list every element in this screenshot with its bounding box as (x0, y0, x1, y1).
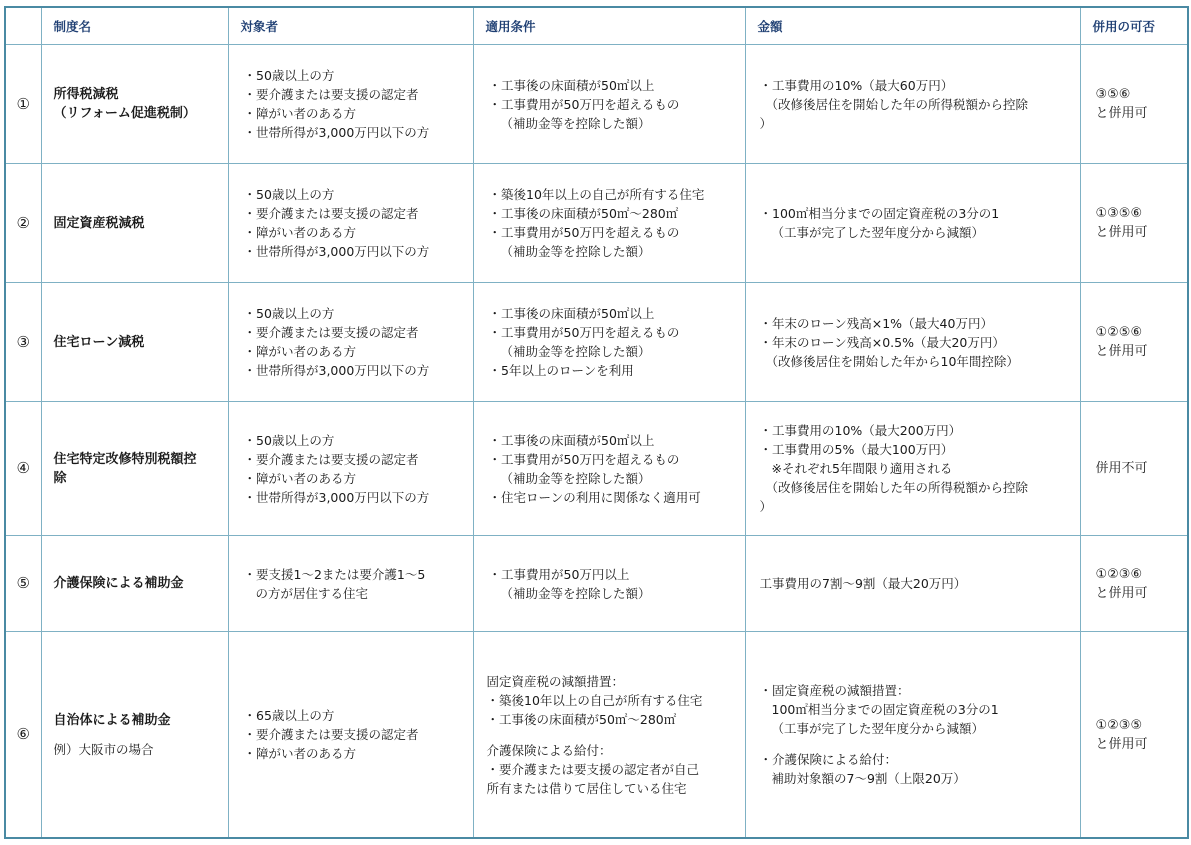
name-line: 住宅特定改修特別税額控 (53, 451, 197, 467)
target-line: ・障がい者のある方 (243, 746, 357, 761)
combination-line: と併用可 (1095, 585, 1148, 601)
row-number: ③ (5, 283, 41, 402)
target-line: ・障がい者のある方 (243, 344, 357, 359)
amount-line: （改修後居住を開始した年から10年間控除） (765, 353, 1019, 369)
target-cell (228, 45, 473, 164)
target-line: ・65歳以上の方 (243, 708, 335, 723)
condition-line: ・要介護または要支援の認定者が自己 (486, 761, 700, 777)
condition-line: （補助金等を控除した額） (500, 115, 651, 131)
header-name: 制度名 (41, 7, 228, 45)
program-name (41, 164, 228, 283)
target-line: ・50歳以上の方 (243, 187, 335, 202)
conditions-cell (473, 632, 745, 839)
amount-line: 工事費用の7割〜9割（最大20万円） (759, 576, 967, 591)
name-line: 自治体による補助金 (53, 712, 171, 728)
target-line: ・要介護または要支援の認定者 (243, 325, 419, 340)
combination-cell (1080, 536, 1188, 632)
program-name (41, 536, 228, 632)
target-line: ・50歳以上の方 (243, 306, 335, 321)
name-line: 住宅ローン減税 (53, 334, 145, 350)
combination-line: ③⑤⑥ (1095, 87, 1131, 102)
amount-line: ・工事費用の5%（最大100万円） (759, 442, 954, 457)
target-line: ・障がい者のある方 (243, 225, 357, 240)
amount-line: ・100㎡相当分までの固定資産税の3分の1 (759, 206, 1000, 221)
amount-line: ・年末のローン残高×1%（最大40万円） (759, 315, 993, 331)
combination-line: と併用可 (1095, 106, 1148, 121)
subsidy-comparison-table (4, 6, 1189, 839)
header-row (5, 7, 1188, 45)
condition-line: ・工事後の床面積が50㎡〜280㎡ (486, 711, 677, 727)
row-number: ⑤ (5, 536, 41, 632)
table-row (5, 164, 1188, 283)
condition-line: ・工事後の床面積が50㎡以上 (488, 77, 655, 93)
combination-cell (1080, 164, 1188, 283)
amount-line: ） (759, 499, 773, 514)
amount-cell (745, 536, 1080, 632)
target-cell (228, 632, 473, 839)
combination-line: 併用不可 (1095, 461, 1148, 476)
target-line: ・要支援1〜2または要介護1〜5 (243, 566, 426, 582)
header-target: 対象者 (228, 7, 473, 45)
row-number: ④ (5, 402, 41, 536)
program-name (41, 402, 228, 536)
table-row (5, 536, 1188, 632)
table-row (5, 45, 1188, 164)
row-number: ① (5, 45, 41, 164)
program-name (41, 283, 228, 402)
conditions-cell (473, 402, 745, 536)
combination-line: と併用可 (1095, 736, 1148, 752)
condition-line: （補助金等を控除した額） (500, 344, 651, 359)
amount-cell (745, 402, 1080, 536)
target-line: の方が居住する住宅 (255, 585, 369, 601)
target-cell (228, 164, 473, 283)
row-number: ⑥ (5, 632, 41, 839)
header-conditions: 適用条件 (473, 7, 745, 45)
amount-line: ・介護保険による給付： (759, 752, 898, 767)
spacer (760, 738, 1074, 750)
amount-line: 100㎡相当分までの固定資産税の3分の1 (771, 702, 999, 717)
combination-line: ①②③⑤ (1095, 717, 1143, 733)
target-line: ・障がい者のある方 (243, 470, 357, 486)
combination-line: ①②③⑥ (1095, 566, 1143, 582)
condition-line: 固定資産税の減額措置： (486, 673, 625, 689)
condition-line: ・工事費用が50万円を超えるもの (488, 96, 680, 112)
condition-line: ・築後10年以上の自己が所有する住宅 (488, 187, 705, 202)
spacer (487, 729, 739, 741)
target-line: ・要介護または要支援の認定者 (243, 87, 419, 102)
amount-line: （工事が完了した翌年度分から減額） (771, 721, 985, 736)
condition-line: ・工事費用が50万円以上 (488, 566, 630, 582)
target-line: ・世帯所得が3,000万円以下の方 (243, 125, 430, 140)
condition-line: ・築後10年以上の自己が所有する住宅 (486, 692, 703, 708)
combination-cell (1080, 632, 1188, 839)
amount-line: ・工事費用の10%（最大60万円） (759, 77, 954, 93)
row-number: ② (5, 164, 41, 283)
condition-line: （補助金等を控除した額） (500, 470, 651, 486)
target-line: ・要介護または要支援の認定者 (243, 206, 419, 221)
table-row (5, 632, 1188, 839)
condition-line: ・工事後の床面積が50㎡以上 (488, 306, 655, 321)
name-line: 介護保険による補助金 (53, 576, 184, 591)
combination-line: と併用可 (1095, 225, 1148, 240)
amount-line: ※それぞれ5年間限り適用される (771, 461, 953, 476)
combination-line: ①②⑤⑥ (1095, 325, 1143, 340)
header-num (5, 7, 41, 45)
amount-line: （改修後居住を開始した年の所得税額から控除 (765, 96, 1029, 112)
amount-cell (745, 283, 1080, 402)
conditions-cell (473, 536, 745, 632)
condition-line: ・5年以上のローンを利用 (488, 363, 634, 378)
condition-line: ・工事費用が50万円を超えるもの (488, 225, 680, 240)
condition-line: （補助金等を控除した額） (500, 244, 651, 259)
amount-line: （工事が完了した翌年度分から減額） (771, 225, 985, 240)
program-name (41, 45, 228, 164)
condition-line: ・工事費用が50万円を超えるもの (488, 451, 680, 467)
amount-cell (745, 45, 1080, 164)
condition-line: ・住宅ローンの利用に関係なく適用可 (488, 489, 701, 505)
amount-line: （改修後居住を開始した年の所得税額から控除 (765, 480, 1029, 495)
amount-line: ・年末のローン残高×0.5%（最大20万円） (759, 334, 1005, 350)
target-line: ・世帯所得が3,000万円以下の方 (243, 363, 430, 378)
target-cell (228, 283, 473, 402)
amount-line: 補助対象額の7〜9割（上限20万） (771, 771, 966, 786)
combination-cell (1080, 45, 1188, 164)
conditions-cell (473, 283, 745, 402)
combination-line: ①③⑤⑥ (1095, 206, 1143, 221)
name-subtitle: 例）大阪市の場合 (53, 741, 154, 757)
header-combination: 併用の可否 (1080, 7, 1188, 45)
target-line: ・要介護または要支援の認定者 (243, 727, 419, 742)
condition-line: 所有または借りて居住している住宅 (486, 780, 687, 796)
amount-line: ・工事費用の10%（最大200万円） (759, 423, 962, 438)
conditions-cell (473, 45, 745, 164)
condition-line: 介護保険による給付： (486, 742, 612, 758)
name-line: 除 (53, 470, 67, 486)
target-line: ・50歳以上の方 (243, 68, 335, 83)
table-row (5, 402, 1188, 536)
condition-line: ・工事後の床面積が50㎡〜280㎡ (488, 206, 679, 221)
conditions-cell (473, 164, 745, 283)
amount-cell (745, 632, 1080, 839)
combination-cell (1080, 283, 1188, 402)
condition-line: ・工事後の床面積が50㎡以上 (488, 432, 655, 448)
combination-cell (1080, 402, 1188, 536)
program-name (41, 632, 228, 839)
target-line: ・要介護または要支援の認定者 (243, 451, 419, 467)
target-line: ・50歳以上の方 (243, 432, 335, 448)
amount-cell (745, 164, 1080, 283)
amount-line: ・固定資産税の減額措置： (759, 683, 910, 698)
combination-line: と併用可 (1095, 344, 1148, 359)
target-cell (228, 402, 473, 536)
name-line: 固定資産税減税 (53, 215, 145, 231)
header-amount: 金額 (745, 7, 1080, 45)
condition-line: ・工事費用が50万円を超えるもの (488, 325, 680, 340)
name-line: 所得税減税 (53, 87, 119, 102)
table-row (5, 283, 1188, 402)
target-cell (228, 536, 473, 632)
target-line: ・世帯所得が3,000万円以下の方 (243, 489, 430, 505)
condition-line: （補助金等を控除した額） (500, 585, 651, 601)
target-line: ・障がい者のある方 (243, 106, 357, 121)
target-line: ・世帯所得が3,000万円以下の方 (243, 244, 430, 259)
name-line: （リフォーム促進税制） (53, 106, 196, 121)
amount-line: ） (759, 115, 773, 131)
